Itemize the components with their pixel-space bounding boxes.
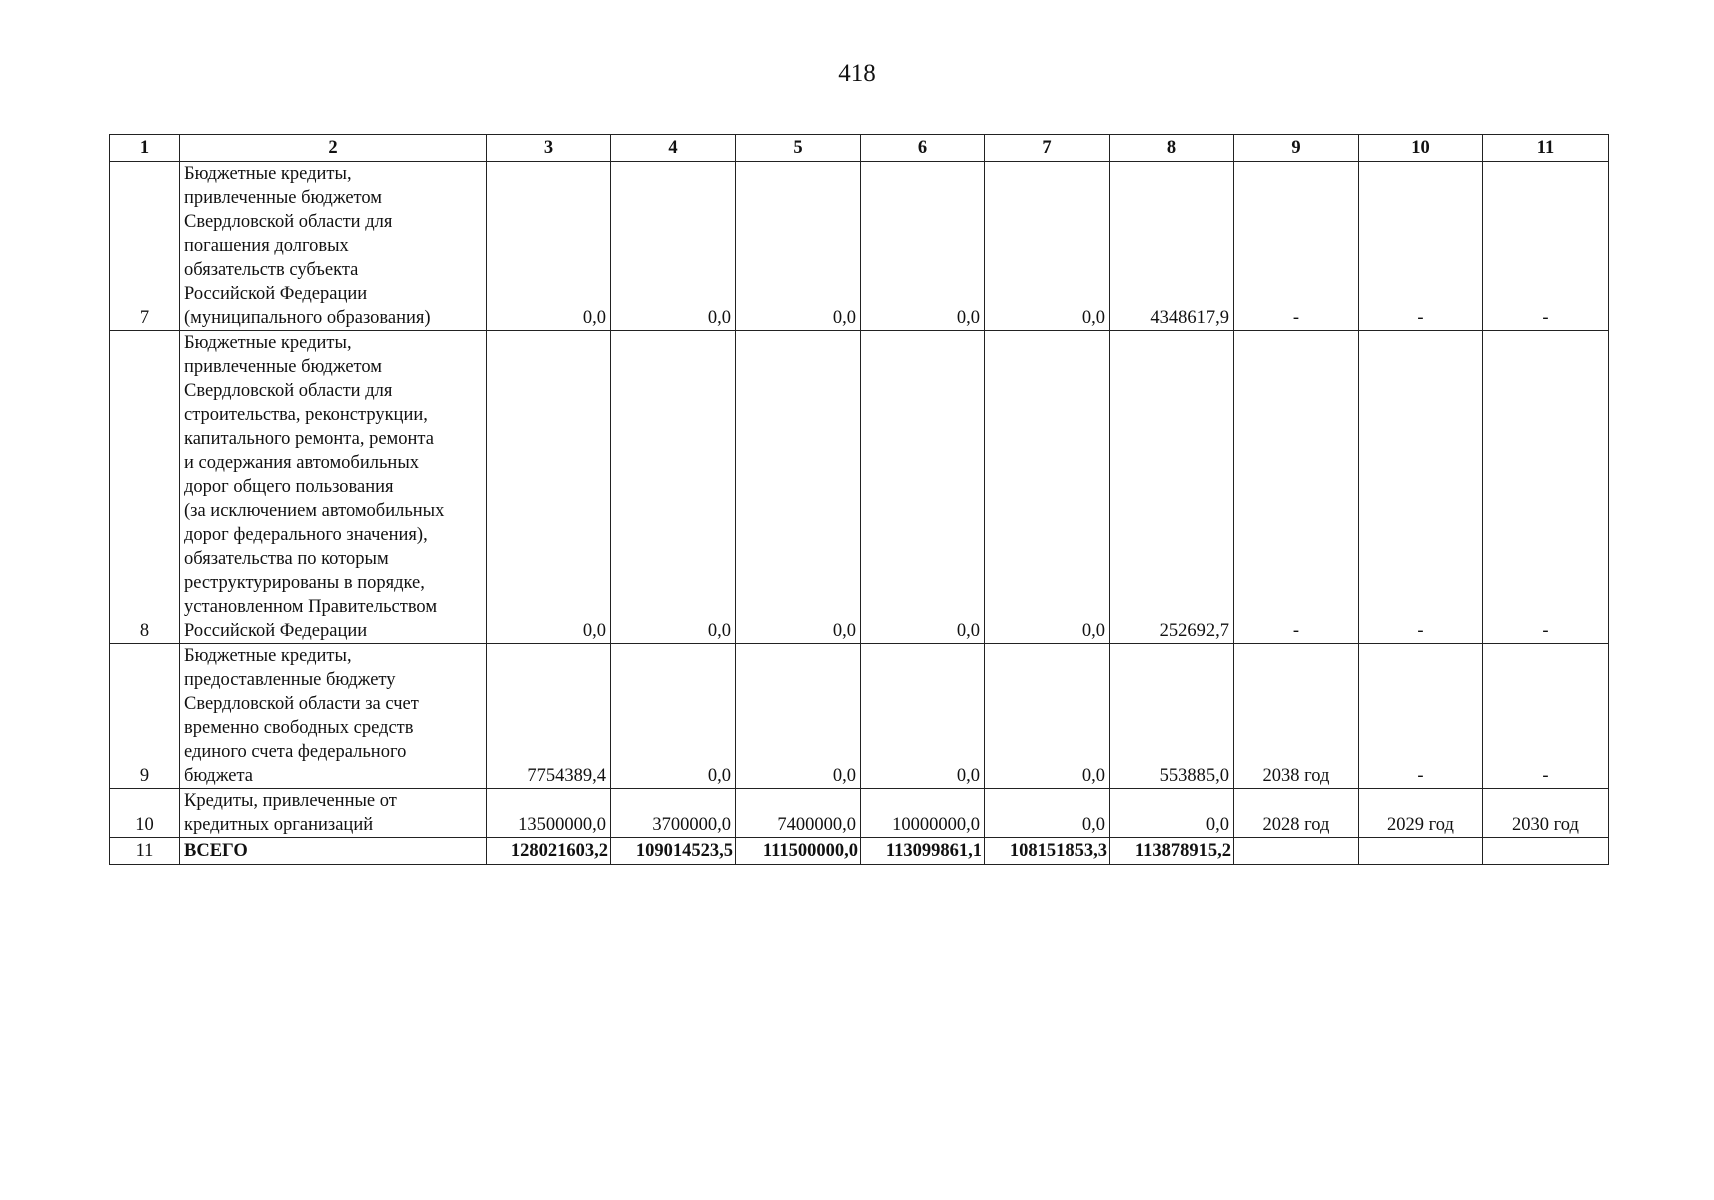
- amount-cell: 0,0: [487, 162, 611, 331]
- row-name-line: Кредиты, привлеченные от: [184, 791, 397, 811]
- row-name: [180, 789, 487, 838]
- row-number: 7: [110, 162, 180, 331]
- row-name-line: бюджета: [184, 766, 253, 786]
- row-name-line: Свердловской области для: [184, 212, 393, 232]
- row-name-line: капитального ремонта, ремонта: [184, 429, 434, 449]
- term-cell: [1359, 838, 1483, 865]
- amount-cell: 7754389,4: [487, 644, 611, 789]
- row-name-line: (за исключением автомобильных: [184, 501, 445, 521]
- amount-cell: 0,0: [487, 331, 611, 644]
- row-name-line: кредитных организаций: [184, 815, 374, 835]
- amount-cell: 0,0: [861, 331, 985, 644]
- term-cell: -: [1483, 331, 1609, 644]
- table-row: [110, 789, 1609, 838]
- row-name-line: погашения долговых: [184, 236, 349, 256]
- amount-cell: 0,0: [985, 331, 1110, 644]
- row-name-line: единого счета федерального: [184, 742, 407, 762]
- page-number: 418: [838, 60, 876, 87]
- column-header: 11: [1483, 135, 1609, 162]
- total-row: [110, 838, 1609, 865]
- total-amount-cell: 128021603,2: [487, 838, 611, 865]
- row-name: [180, 162, 487, 331]
- amount-cell: 0,0: [985, 162, 1110, 331]
- amount-cell: 0,0: [1110, 789, 1234, 838]
- amount-cell: 3700000,0: [611, 789, 736, 838]
- amount-cell: 0,0: [611, 162, 736, 331]
- term-cell: 2028 год: [1234, 789, 1359, 838]
- table-row: [110, 162, 1609, 331]
- term-cell: -: [1483, 162, 1609, 331]
- row-number: 8: [110, 331, 180, 644]
- table-row: [110, 644, 1609, 789]
- row-name: [180, 644, 487, 789]
- row-name-line: Свердловской области для: [184, 381, 393, 401]
- row-name-line: обязательств субъекта: [184, 260, 359, 280]
- amount-cell: 13500000,0: [487, 789, 611, 838]
- row-name-line: реструктурированы в порядке,: [184, 573, 425, 593]
- row-name-line: обязательства по которым: [184, 549, 389, 569]
- row-name-line: дорог федерального значения),: [184, 525, 428, 545]
- row-name-line: Бюджетные кредиты,: [184, 646, 352, 666]
- total-amount-cell: 109014523,5: [611, 838, 736, 865]
- column-header: 5: [736, 135, 861, 162]
- term-cell: -: [1234, 331, 1359, 644]
- total-amount-cell: 108151853,3: [985, 838, 1110, 865]
- column-header: 6: [861, 135, 985, 162]
- amount-cell: 0,0: [736, 644, 861, 789]
- column-header: 10: [1359, 135, 1483, 162]
- row-name-line: привлеченные бюджетом: [184, 188, 383, 208]
- column-header: 3: [487, 135, 611, 162]
- amount-cell: 252692,7: [1110, 331, 1234, 644]
- column-header: 2: [180, 135, 487, 162]
- term-cell: -: [1483, 644, 1609, 789]
- total-label: ВСЕГО: [180, 838, 487, 865]
- amount-cell: 7400000,0: [736, 789, 861, 838]
- column-header: 4: [611, 135, 736, 162]
- total-amount-cell: 113878915,2: [1110, 838, 1234, 865]
- row-name-line: Бюджетные кредиты,: [184, 333, 352, 353]
- row-number: 9: [110, 644, 180, 789]
- column-header: 8: [1110, 135, 1234, 162]
- term-cell: -: [1359, 162, 1483, 331]
- row-number: 10: [110, 789, 180, 838]
- column-header: 7: [985, 135, 1110, 162]
- term-cell: [1483, 838, 1609, 865]
- row-name-line: Российской Федерации: [184, 621, 368, 641]
- term-cell: -: [1234, 162, 1359, 331]
- term-cell: 2038 год: [1234, 644, 1359, 789]
- row-name-line: Российской Федерации: [184, 284, 368, 304]
- row-name-line: дорог общего пользования: [184, 477, 394, 497]
- row-number: 11: [110, 838, 180, 865]
- row-name-line: Свердловской области за счет: [184, 694, 419, 714]
- row-name-line: временно свободных средств: [184, 718, 414, 738]
- amount-cell: 0,0: [611, 644, 736, 789]
- amount-cell: 0,0: [985, 789, 1110, 838]
- table-row: [110, 331, 1609, 644]
- term-cell: 2030 год: [1483, 789, 1609, 838]
- total-amount-cell: 113099861,1: [861, 838, 985, 865]
- row-name: [180, 331, 487, 644]
- amount-cell: 553885,0: [1110, 644, 1234, 789]
- row-name-line: и содержания автомобильных: [184, 453, 419, 473]
- column-header: 1: [110, 135, 180, 162]
- term-cell: -: [1359, 644, 1483, 789]
- amount-cell: 0,0: [861, 162, 985, 331]
- column-header: 9: [1234, 135, 1359, 162]
- term-cell: 2029 год: [1359, 789, 1483, 838]
- amount-cell: 0,0: [611, 331, 736, 644]
- total-amount-cell: 111500000,0: [736, 838, 861, 865]
- amount-cell: 0,0: [736, 162, 861, 331]
- row-name-line: установленном Правительством: [184, 597, 438, 617]
- table-header-row: [110, 135, 1609, 162]
- term-cell: -: [1359, 331, 1483, 644]
- row-name-line: предоставленные бюджету: [184, 670, 396, 690]
- debt-table: [109, 134, 1609, 865]
- row-name-line: Бюджетные кредиты,: [184, 164, 352, 184]
- amount-cell: 0,0: [736, 331, 861, 644]
- row-name-line: (муниципального образования): [184, 308, 431, 328]
- amount-cell: 4348617,9: [1110, 162, 1234, 331]
- amount-cell: 0,0: [985, 644, 1110, 789]
- amount-cell: 10000000,0: [861, 789, 985, 838]
- row-name-line: привлеченные бюджетом: [184, 357, 383, 377]
- amount-cell: 0,0: [861, 644, 985, 789]
- term-cell: [1234, 838, 1359, 865]
- row-name-line: строительства, реконструкции,: [184, 405, 428, 425]
